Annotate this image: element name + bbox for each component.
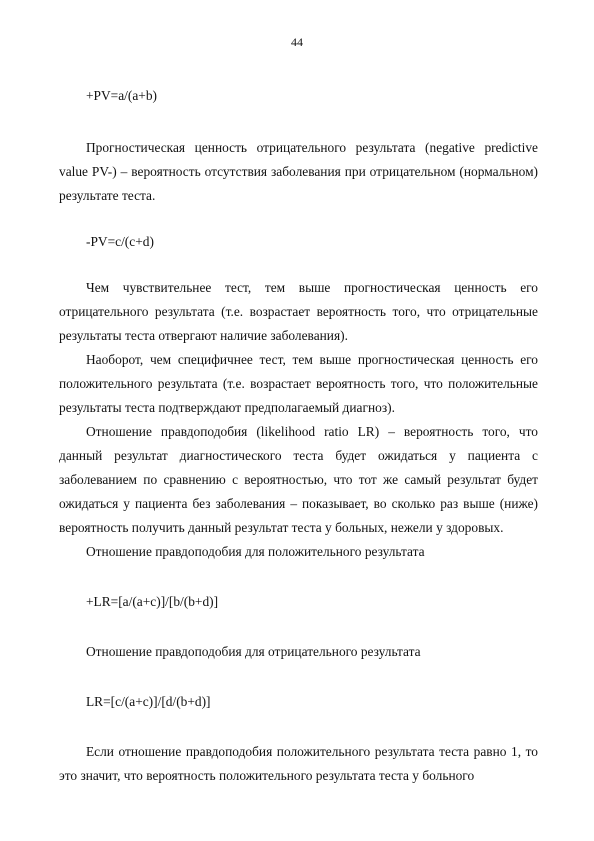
paragraph-lr-equals-one: Если отношение правдоподобия положительного результата теста равно 1, то это значит, что вероятность положительного результата теста у больного bbox=[59, 744, 538, 783]
paragraph-negative-predictive-value: Прогностическая ценность отрицательного результата (negative predictive value PV-) – вероятность отсутствия заболевания при отрицательном (нормальном) результате теста. bbox=[59, 140, 538, 203]
paragraph-lr-negative-heading: Отношение правдоподобия для отрицательного результата bbox=[86, 644, 421, 659]
formula-lr-negative: LR=[c/(a+c)]/[d/(b+d)] bbox=[86, 694, 211, 709]
paragraph-likelihood-ratio: Отношение правдоподобия (likelihood ratio LR) – вероятность того, что данный результат диагностического теста будет ожидаться у пациента с заболеванием по сравнению с вероятностью, что тот же самый результат будет ожидаться у пациента без заболевания – показывает, во сколько раз выше (ниже) вероятность получить данный результат теста у больных, нежели у здоровых. bbox=[59, 424, 538, 535]
formula-negative-predictive-value: -PV=c/(c+d) bbox=[86, 234, 154, 249]
page-body bbox=[59, 84, 538, 788]
page-number: 44 bbox=[291, 35, 303, 49]
paragraph-lr-positive-heading: Отношение правдоподобия для положительного результата bbox=[86, 544, 425, 559]
formula-lr-positive: +LR=[a/(a+c)]/[b/(b+d)] bbox=[86, 594, 219, 609]
paragraph-specificity: Наоборот, чем специфичнее тест, тем выше прогностическая ценность его положительного результата (т.е. возрастает вероятность того, что положительные результаты теста подтверждают предполагаемый диагноз). bbox=[59, 352, 538, 415]
paragraph-sensitivity: Чем чувствительнее тест, тем выше прогностическая ценность его отрицательного результата (т.е. возрастает вероятность того, что отрицательные результаты теста отвергают наличие заболевания). bbox=[59, 280, 538, 343]
formula-positive-predictive-value: +PV=a/(a+b) bbox=[86, 88, 157, 103]
